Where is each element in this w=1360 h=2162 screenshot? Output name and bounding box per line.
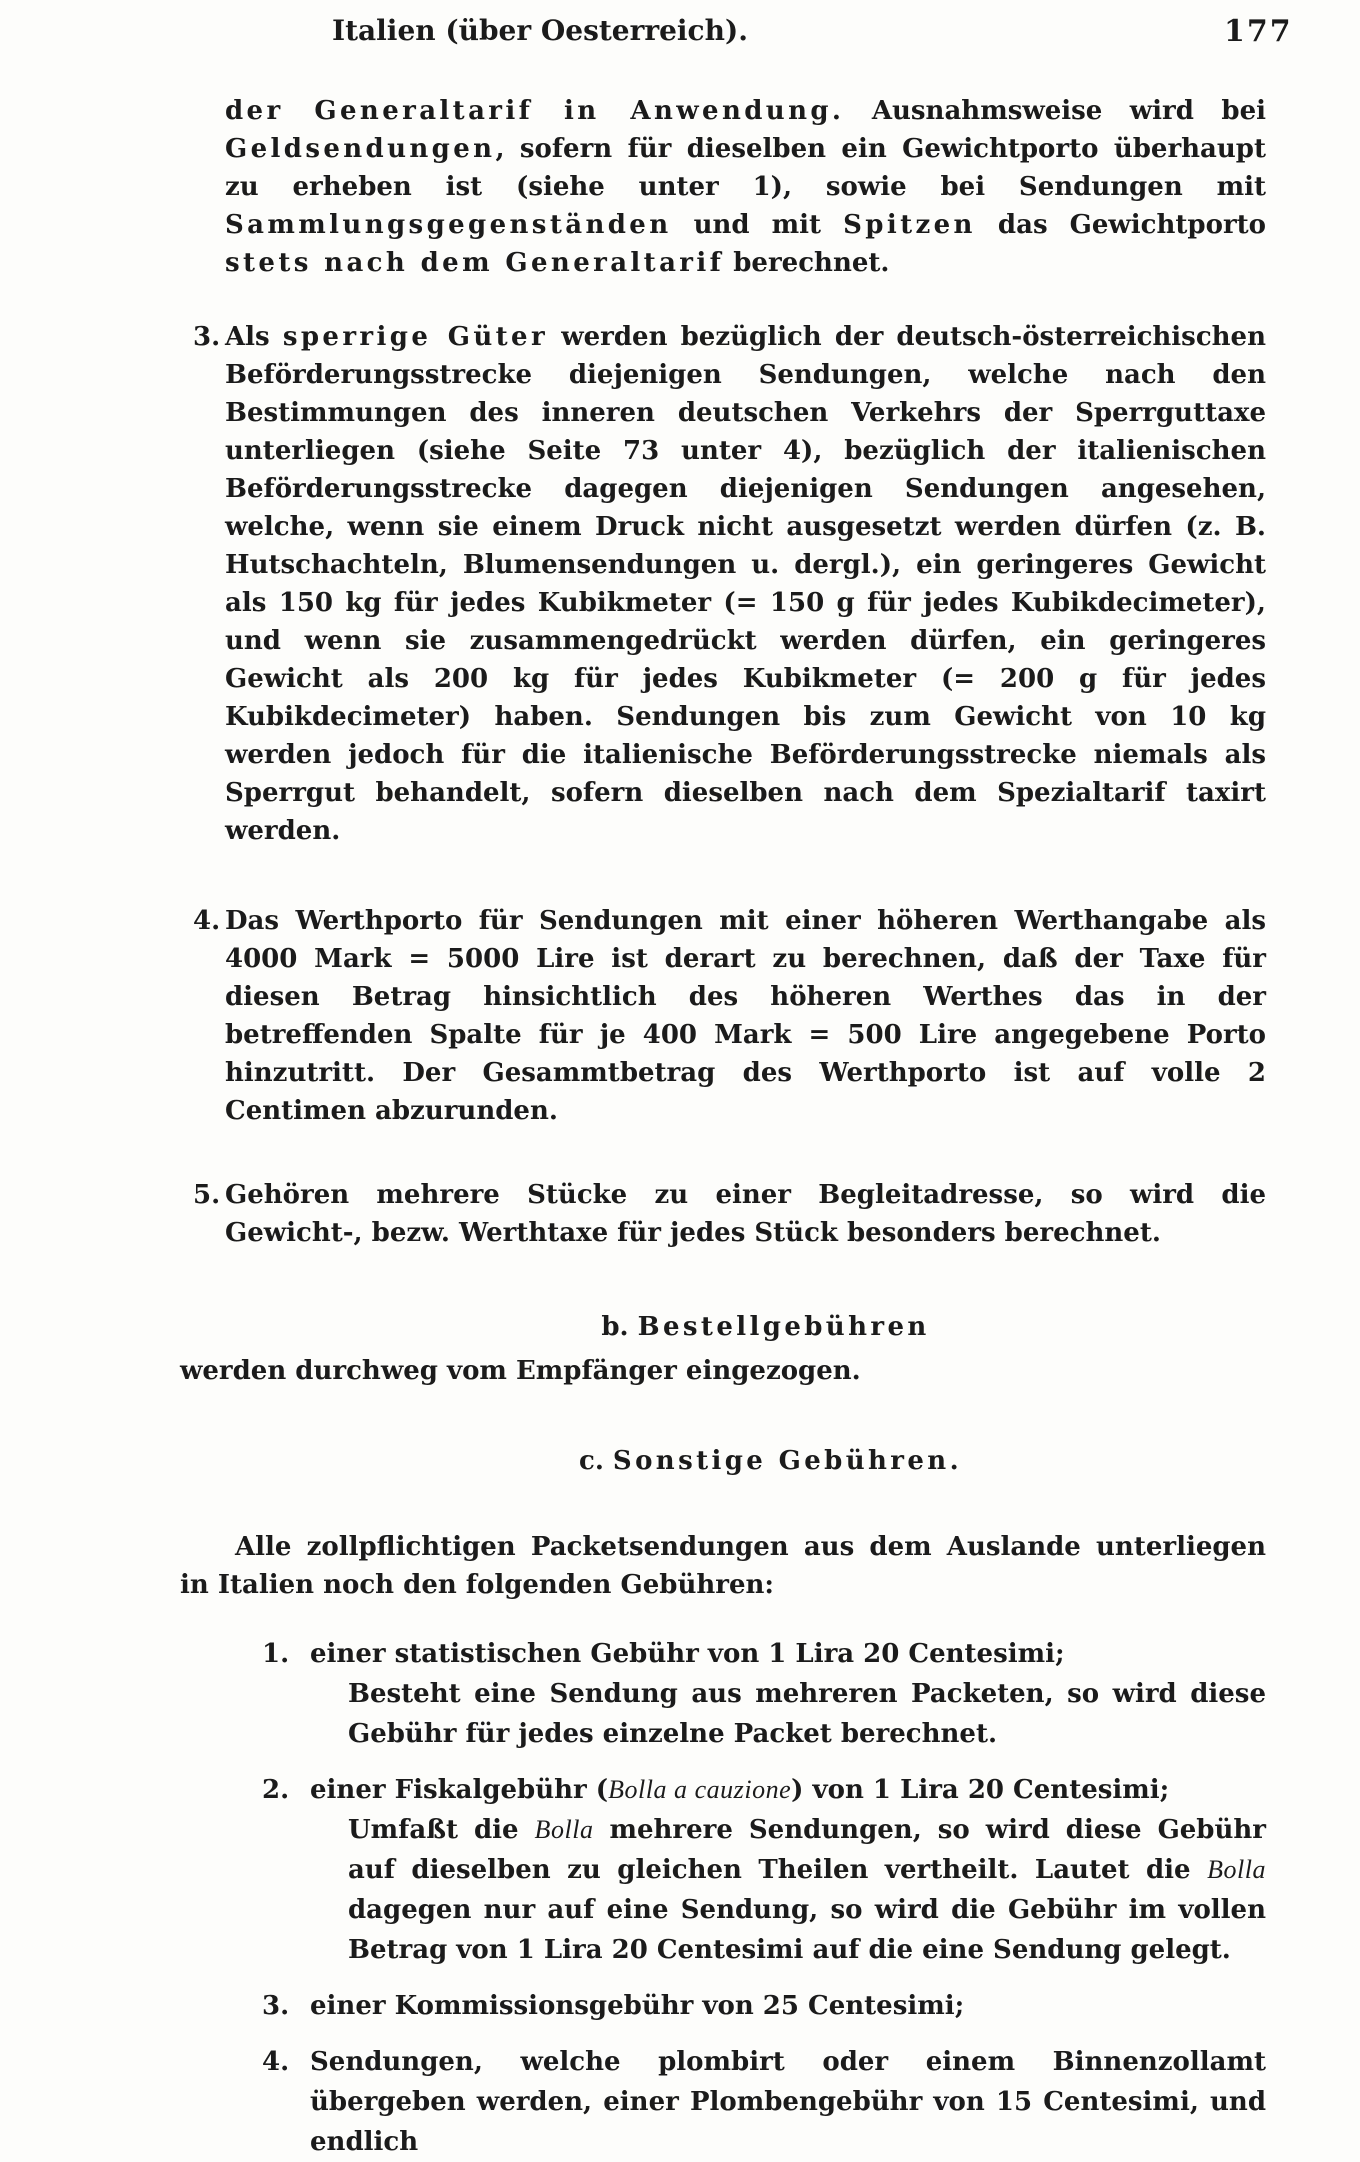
running-head (0, 14, 1360, 54)
fee-item-4 (180, 2042, 1266, 2162)
list-item-4 (180, 902, 1266, 1130)
fee-list (180, 1634, 1266, 2162)
fee-item-3 (180, 1986, 1266, 2026)
item-text: Das Werthporto für Sendungen mit einer höheren Werthangabe als 4000 Mark = 5000 Lire ist derart zu berechnen, daß der Taxe für diesen Betrag hinsichtlich des höheren Werthes das in der betreffenden Spalte für je 400 Mark = 500 Lire angegebene Porto hinzutritt. Der Gesammtbetrag des Werthporto ist auf volle 2 Centimen abzurunden. (225, 906, 1266, 1126)
item-number: 2. (262, 1775, 290, 1805)
item-text: einer Kommissionsgebühr von 25 Centesimi; (310, 1991, 965, 2021)
item-text: einer Fiskalgebühr (Bolla a cauzione) von 1 Lira 20 Centesimi; (310, 1775, 1170, 1805)
item-number: 3. (262, 1991, 290, 2021)
text-column (180, 92, 1266, 2162)
item-subtext: Umfaßt die Bolla mehrere Sendungen, so wird diese Gebühr auf dieselben zu gleichen Theilen vertheilt. Lautet die Bolla dagegen nur auf eine Sendung, so wird die Gebühr im vollen Betrag von 1 Lira 20 Centesimi auf die eine Sendung gelegt. (348, 1815, 1266, 1965)
item-subtext: Besteht eine Sendung aus mehreren Packeten, so wird diese Gebühr für jedes einzelne Packet berechnet. (348, 1679, 1266, 1749)
item-text: Sendungen, welche plombirt oder einem Binnenzollamt übergeben werden, einer Plombengebühr von 15 Centesimi, und endlich (310, 2047, 1266, 2157)
fee-item-2 (180, 1770, 1266, 1970)
fee-item-1 (180, 1634, 1266, 1754)
section-b-body: werden durchweg vom Empfänger eingezogen. (180, 1356, 861, 1386)
page-number: 177 (1224, 14, 1293, 49)
page-header-title: Italien (über Oesterreich). (332, 14, 748, 47)
section-b-heading: b. Bestellgebühren (601, 1312, 930, 1342)
item-text: Als sperrige Güter werden bezüglich der deutsch-österreichischen Beförderungsstrecke diejenigen Sendungen, welche nach den Bestimmungen des inneren deutschen Verkehrs der Sperrguttaxe unterliegen (siehe Seite 73 unter 4), bezüglich der italienischen Beförderungsstrecke dagegen diejenigen Sendungen angesehen, welche, wenn sie einem Druck nicht ausgesetzt werden dürfen (z. B. Hutschachteln, Blumensendungen u. dergl.), ein geringeres Gewicht als 150 kg für jedes Kubikmeter (= 150 g für jedes Kubikdecimeter), und wenn sie zusammengedrückt werden dürfen, ein geringeres Gewicht als 200 kg für jedes Kubikmeter (= 200 g für jedes Kubikdecimeter) haben. Sendungen bis zum Gewicht von 10 kg werden jedoch für die italienische Beförderungsstrecke niemals als Sperrgut behandelt, sofern dieselben nach dem Spezialtarif taxirt werden. (225, 322, 1266, 846)
item-number: 5. (193, 1180, 221, 1210)
list-item-5 (180, 1176, 1266, 1252)
list-item-3 (180, 318, 1266, 850)
section-c-intro: Alle zollpflichtigen Packetsendungen aus dem Auslande unterliegen in Italien noch den folgenden Gebühren: (180, 1532, 1266, 1600)
item-number: 4. (193, 906, 221, 936)
item-number: 1. (262, 1639, 290, 1669)
continuation-paragraph: der Generaltarif in Anwendung. Ausnahmsweise wird bei Geldsendungen, sofern für dieselben ein Gewichtporto überhaupt zu erheben ist (siehe unter 1), sowie bei Sendungen mit Sammlungsgegenständen und mit Spitzen das Gewichtporto stets nach dem Generaltarif berechnet. (225, 96, 1266, 278)
item-number: 3. (193, 322, 221, 352)
item-text: einer statistischen Gebühr von 1 Lira 20 Centesimi; (310, 1639, 1065, 1669)
item-text: Gehören mehrere Stücke zu einer Begleitadresse, so wird die Gewicht-, bezw. Werthtaxe für jedes Stück besonders berechnet. (225, 1180, 1266, 1248)
item-number: 4. (262, 2047, 290, 2077)
section-c-heading: c. Sonstige Gebühren. (578, 1446, 963, 1476)
